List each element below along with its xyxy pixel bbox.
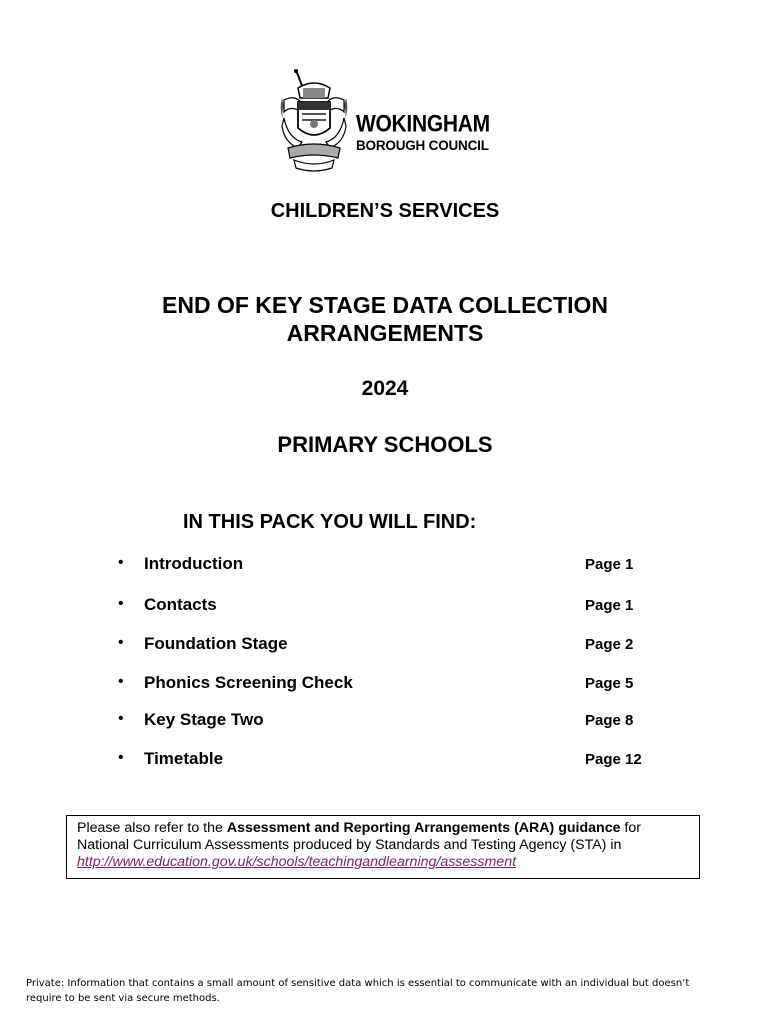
contents-page: Page 5: [585, 675, 634, 692]
bullet-icon: •: [118, 595, 124, 612]
title-line-2: ARRANGEMENTS: [286, 320, 484, 346]
title-line-1: END OF KEY STAGE DATA COLLECTION: [162, 292, 608, 318]
list-item: [118, 710, 678, 732]
note-guidance-title: Assessment and Reporting Arrangements (ARA) guidance: [226, 820, 621, 836]
contents-label: Introduction: [144, 554, 244, 573]
contents-label: Phonics Screening Check: [144, 673, 353, 692]
council-logo: [276, 68, 506, 174]
note-prefix: Please also refer to the: [77, 820, 227, 836]
assessment-link[interactable]: http://www.education.gov.uk/schools/teachingandlearning/assessment: [77, 854, 517, 870]
bullet-icon: •: [118, 634, 124, 651]
list-item: [118, 634, 678, 656]
contents-page: Page 2: [585, 636, 634, 653]
note-middle: for National Curriculum Assessments produced by Standards and Testing Agency (STA) in: [77, 820, 641, 853]
contents-label: Contacts: [144, 595, 217, 614]
pack-intro-heading: IN THIS PACK YOU WILL FIND:: [183, 511, 477, 533]
coat-of-arms-icon: [276, 68, 352, 174]
contents-label: Key Stage Two: [144, 710, 264, 729]
audience-heading: PRIMARY SCHOOLS: [277, 432, 493, 457]
footer-line-2: require to be sent via secure methods.: [26, 993, 220, 1004]
contents-label: Foundation Stage: [144, 634, 288, 653]
bullet-icon: •: [118, 710, 124, 727]
classification-footer: [26, 976, 746, 1006]
contents-page: Page 1: [585, 556, 634, 573]
bullet-icon: •: [118, 554, 124, 571]
bullet-icon: •: [118, 673, 124, 690]
bullet-icon: •: [118, 749, 124, 766]
logo-name: WOKINGHAM: [356, 110, 490, 138]
list-item: [118, 554, 678, 576]
list-item: [118, 595, 678, 617]
list-item: [118, 673, 678, 695]
contents-page: Page 8: [585, 712, 634, 729]
contents-page: Page 12: [585, 751, 642, 768]
contents-label: Timetable: [144, 749, 224, 768]
list-item: [118, 749, 678, 771]
year-heading: 2024: [361, 377, 409, 400]
document-title: [0, 291, 770, 347]
contents-page: Page 1: [585, 597, 634, 614]
footer-line-1: Private: Information that contains a small amount of sensitive data which is essential to communicate with an individual but doesn’t: [26, 978, 690, 989]
department-heading: CHILDREN’S SERVICES: [270, 200, 500, 222]
guidance-note: [66, 815, 700, 879]
logo-subname: BOROUGH COUNCIL: [356, 138, 489, 153]
